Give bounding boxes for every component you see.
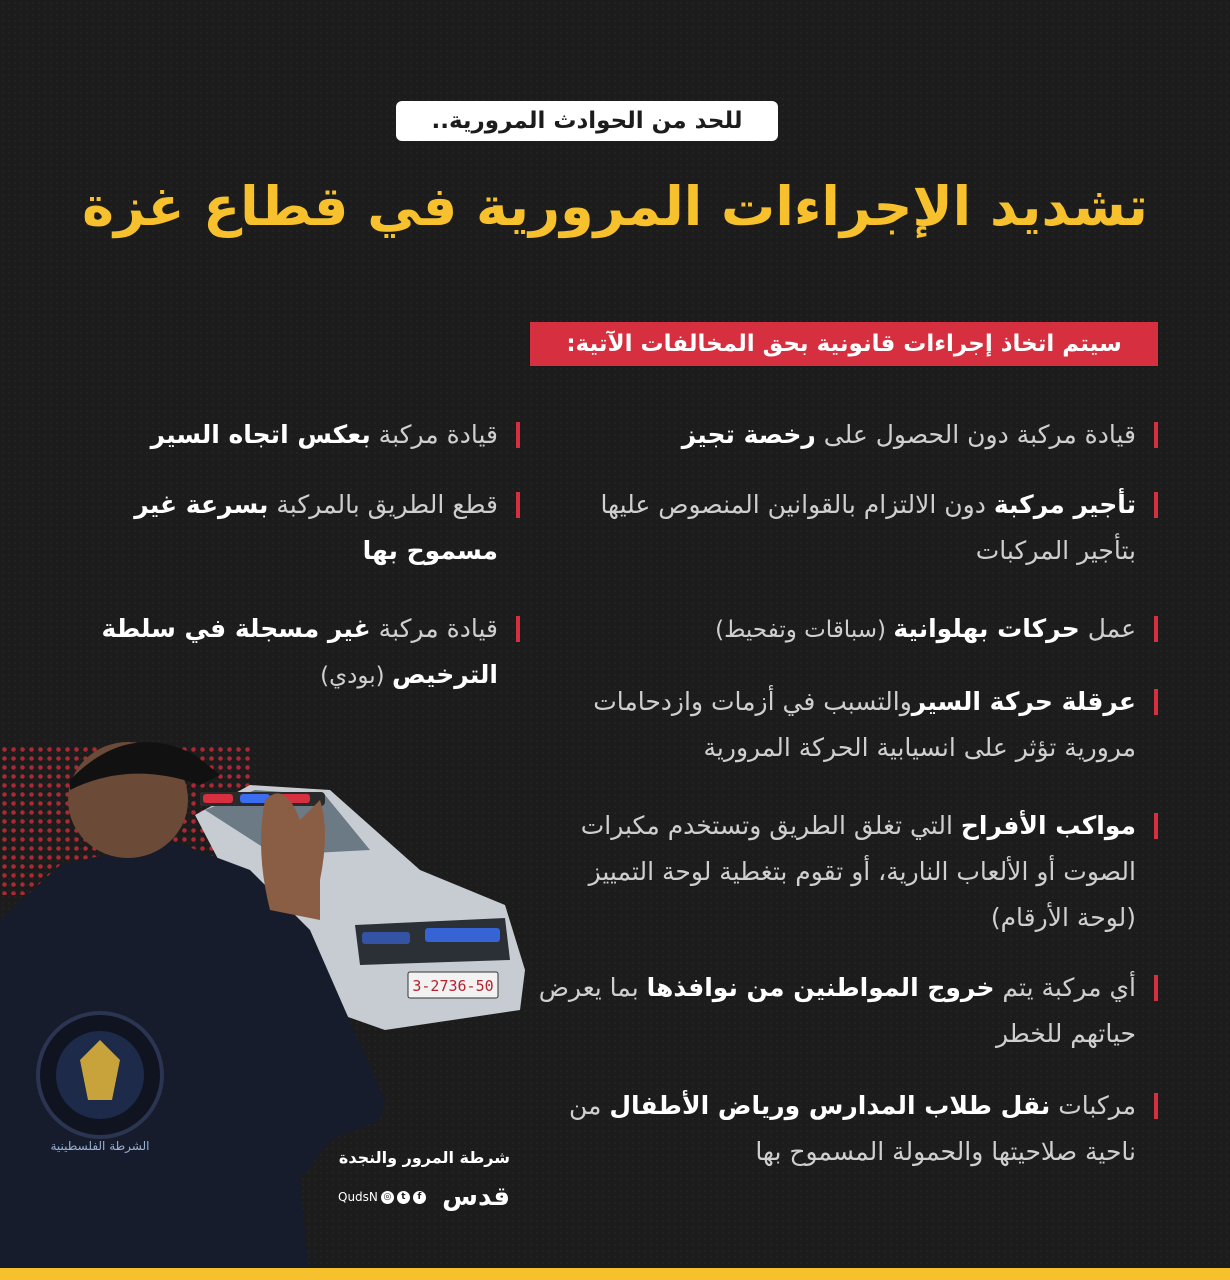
license-plate: 3-2736-50 <box>412 977 494 995</box>
page-title: تشديد الإجراءات المرورية في قطاع غزة <box>82 174 1148 238</box>
facebook-icon: f <box>413 1191 426 1204</box>
bottom-accent-bar <box>0 1268 1230 1280</box>
violation-item: قيادة مركبة دون الحصول على رخصة تجيز <box>536 412 1158 458</box>
brand-row <box>335 1182 510 1212</box>
social-links <box>335 1190 426 1204</box>
violation-item: قيادة مركبة بعكس اتجاه السير <box>58 412 520 458</box>
violation-item: مركبات نقل طلاب المدارس ورياض الأطفال من ناحية صلاحيتها والحمولة المسموح بها <box>536 1083 1158 1175</box>
violation-item: قيادة مركبة غير مسجلة في سلطة الترخيص (بودي) <box>58 606 520 699</box>
violation-item: مواكب الأفراح التي تغلق الطريق وتستخدم مكبرات الصوت أو الألعاب النارية، أو تقوم بتغطية لوحة التمييز (لوحة الأرقام) <box>536 803 1158 941</box>
violation-item: قطع الطريق بالمركبة بسرعة غير مسموح بها <box>58 482 520 574</box>
intro-banner: سيتم اتخاذ إجراءات قانونية بحق المخالفات الآتية: <box>530 322 1158 366</box>
credit-text: شرطة المرور والنجدة <box>338 1148 510 1167</box>
violation-item: عرقلة حركة السيروالتسبب في أزمات وازدحامات مرورية تؤثر على انسيابية الحركة المرورية <box>536 679 1158 771</box>
brand-logo: قدس <box>442 1182 510 1212</box>
twitter-icon: t <box>397 1191 410 1204</box>
violation-item: عمل حركات بهلوانية (سباقات وتفحيط) <box>536 606 1158 653</box>
badge-text: الشرطة الفلسطينية <box>50 1139 150 1153</box>
instagram-icon: ◎ <box>381 1191 394 1204</box>
kicker-label: للحد من الحوادث المرورية.. <box>396 101 778 141</box>
violation-item: تأجير مركبة دون الالتزام بالقوانين المنصوص عليها بتأجير المركبات <box>536 482 1158 574</box>
social-handle: QudsN <box>338 1190 378 1204</box>
violation-item: أي مركبة يتم خروج المواطنين من نوافذها بما يعرض حياتهم للخطر <box>536 965 1158 1057</box>
